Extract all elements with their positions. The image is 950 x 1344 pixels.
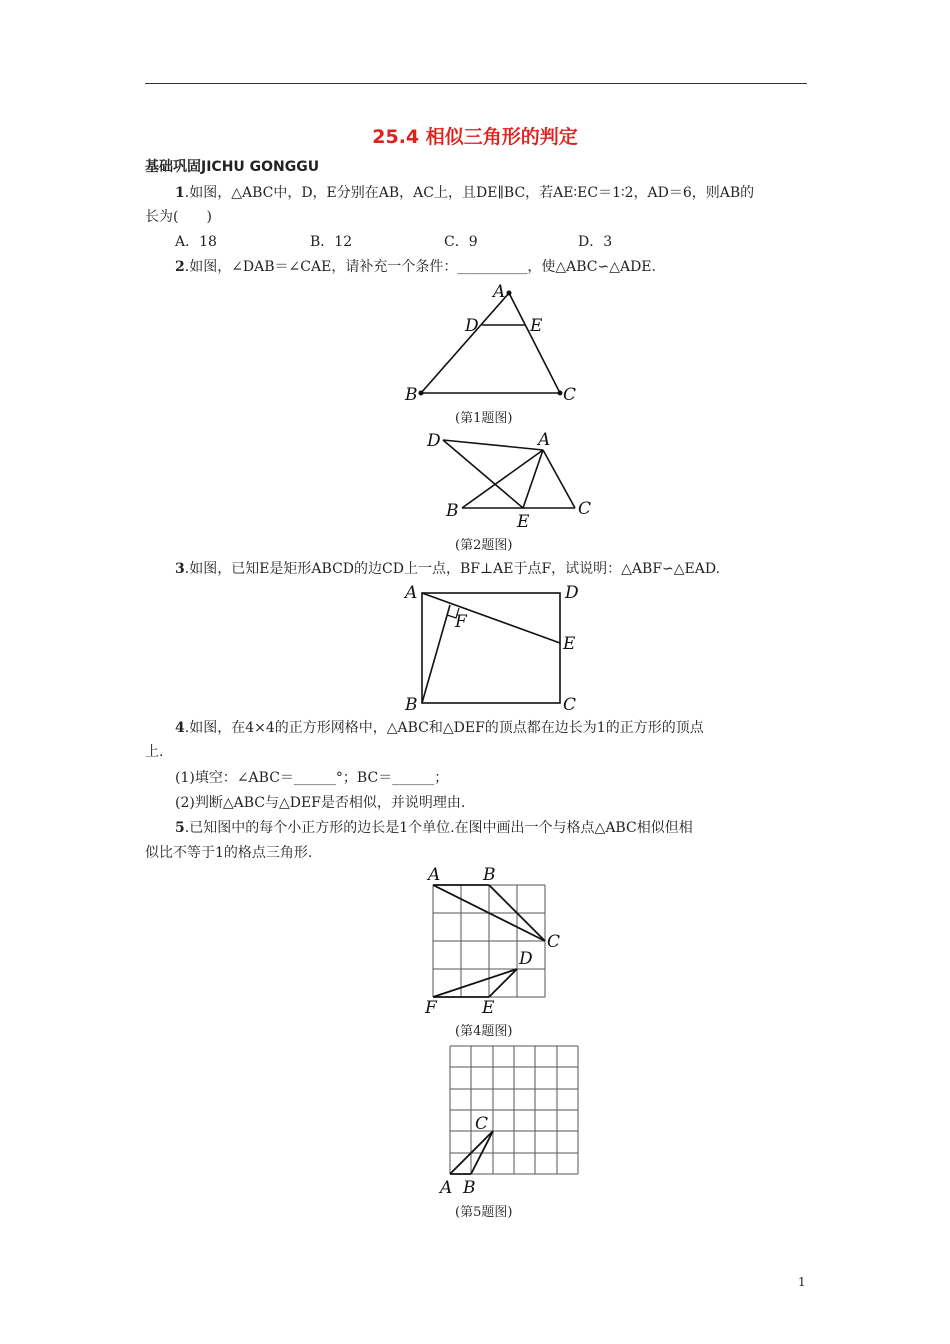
fig2-label-c: C	[578, 499, 592, 519]
question-1-option-c: C．9	[444, 234, 478, 250]
question-2-number: 2	[175, 259, 185, 275]
question-3-number: 3	[175, 561, 185, 577]
question-1-text: .如图，△ABC中，D，E分别在AB，AC上，且DE∥BC，若AE∶EC＝1∶2，AD＝6，则AB的	[184, 185, 755, 201]
fig5-label-b: B	[463, 1178, 476, 1198]
question-4-line2: 上.	[145, 744, 164, 760]
question-5-text: .已知图中的每个小正方形的边长是1个单位.在图中画出一个与格点△ABC相似但相	[184, 820, 693, 836]
fig1-label-e: E	[530, 316, 543, 336]
section-heading: 基础巩固JICHU GONGGU	[145, 159, 320, 175]
question-1-option-a: A．18	[175, 234, 217, 250]
fig4-label-e: E	[482, 998, 495, 1018]
question-4-part-2: (2)判断△ABC与△DEF是否相似，并说明理由.	[175, 795, 466, 811]
question-5-line2: 似比不等于1的格点三角形.	[145, 845, 313, 861]
fig1-label-d: D	[465, 316, 479, 336]
figure-5-caption: (第5题图)	[455, 1205, 513, 1220]
fig1-label-b: B	[405, 385, 418, 405]
question-1-line2: 长为( )	[145, 209, 212, 225]
fig3-label-c: C	[563, 695, 577, 715]
question-4-part-1: (1)填空：∠ABC＝______°；BC＝______；	[175, 770, 449, 786]
figure-1-caption: (第1题图)	[455, 411, 513, 426]
fig1-label-c: C	[563, 385, 577, 405]
fig3-label-b: B	[405, 695, 418, 715]
fig2-label-d: D	[427, 431, 441, 451]
fig2-label-a: A	[538, 430, 551, 450]
fig5-label-c: C	[475, 1114, 489, 1134]
fig3-label-a: A	[405, 583, 418, 603]
fig3-label-e: E	[563, 634, 576, 654]
question-2-text: .如图，∠DAB＝∠CAE，请补充一个条件：__________，使△ABC∽△ADE.	[184, 259, 656, 275]
fig2-label-b: B	[446, 501, 459, 521]
fig4-label-c: C	[547, 932, 561, 952]
fig4-label-a: A	[428, 865, 441, 885]
fig4-label-b: B	[483, 865, 496, 885]
question-3-text: .如图，已知E是矩形ABCD的边CD上一点，BF⊥AE于点F，试说明：△ABF∽△EAD.	[184, 561, 721, 577]
fig4-label-d: D	[519, 949, 533, 969]
figure-4-caption: (第4题图)	[455, 1024, 513, 1039]
page-number: 1	[798, 1275, 806, 1289]
fig4-label-f: F	[425, 998, 437, 1018]
fig5-label-a: A	[440, 1178, 453, 1198]
fig3-label-d: D	[565, 583, 579, 603]
fig1-label-a: A	[493, 282, 506, 302]
question-1-option-b: B．12	[310, 234, 353, 250]
question-5-number: 5	[175, 820, 185, 836]
question-1-number: 1	[175, 185, 185, 201]
page-title: 25.4 相似三角形的判定	[372, 126, 578, 148]
figure-2-caption: (第2题图)	[455, 538, 513, 553]
question-4-text: .如图，在4×4的正方形网格中，△ABC和△DEF的顶点都在边长为1的正方形的顶点	[184, 720, 704, 736]
question-1-option-d: D．3	[578, 234, 613, 250]
question-4-number: 4	[175, 720, 185, 736]
fig2-label-e: E	[517, 512, 530, 532]
fig3-label-f: F	[455, 612, 467, 632]
